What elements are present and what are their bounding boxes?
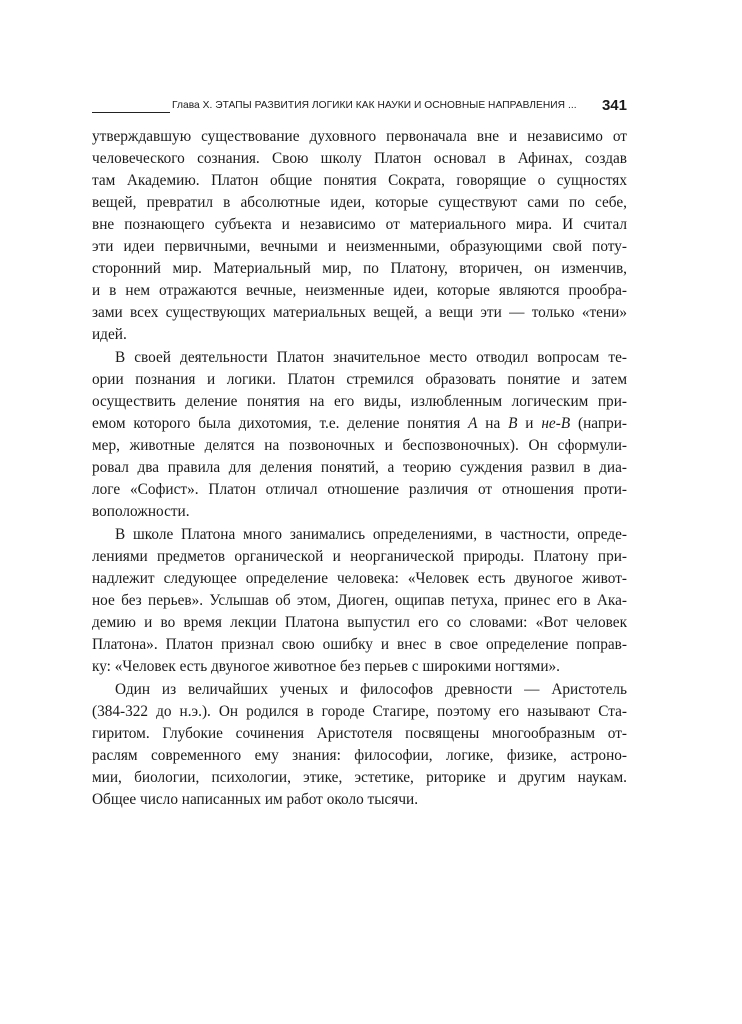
text-line: Общее число написанных им работ около тысячи. [92, 791, 419, 808]
text-line: емом которого была дихотомия, т.е. деление понятия A на B и не-B (напри- [92, 415, 627, 432]
text-line: осуществить деление понятия на его виды, излюбленным логическим при- [92, 393, 627, 410]
text-line: демию и во время лекции Платона выпустил его со словами: «Вот человек [92, 614, 627, 631]
text-line: В своей деятельности Платон значительное место отводил вопросам те- [115, 349, 627, 366]
text-line: вне познающего субъекта и независимо от материального мира. И считал [92, 216, 627, 233]
text-line: ории познания и логики. Платон стремился образовать понятие и затем [92, 371, 627, 388]
text-line: надлежит следующее определение человека: «Человек есть двуногое живот- [92, 570, 627, 587]
text-line: утверждавшую существование духовного первоначала вне и независимо от [92, 128, 627, 145]
text-line: раслям современного ему знания: философии, логике, физике, астроно- [92, 747, 627, 764]
text-line: воположности. [92, 503, 190, 520]
text-line: там Академию. Платон общие понятия Сократа, говорящие о сущностях [92, 172, 627, 189]
text-line: гиритом. Глубокие сочинения Аристотеля посвящены многообразным от- [92, 725, 627, 742]
text-line: вещей, превратил в абсолютные идеи, которые существуют сами по себе, [92, 194, 627, 211]
text-line: лениями предметов органической и неорганической природы. Платону при- [92, 548, 627, 565]
text-line: (384-322 до н.э.). Он родился в городе Стагире, поэтому его называют Ста- [92, 703, 627, 720]
text-line: мии, биологии, психологии, этике, эстетике, риторике и другим наукам. [92, 769, 627, 786]
text-line: ку: «Человек есть двуногое животное без перьев с широкими ногтями». [92, 658, 560, 675]
text-line: В школе Платона много занимались определениями, в частности, опреде- [115, 526, 627, 543]
page-number: 341 [601, 97, 627, 114]
text-line: идей. [92, 326, 127, 343]
text-line: ровал два правила для деления понятий, а теорию суждения развил в диа- [92, 459, 627, 476]
text-line: ное без перьев». Услышав об этом, Диоген, ощипав петуха, принес его в Ака- [92, 592, 627, 609]
text-line: Один из величайших ученых и философов древности — Аристотель [115, 681, 627, 698]
text-line: и в нем отражаются вечные, неизменные идеи, которые являются прообра- [92, 282, 627, 299]
text-line: сторонний мир. Материальный мир, по Платону, вторичен, он изменчив, [92, 260, 627, 277]
header-title: Глава X. ЭТАПЫ РАЗВИТИЯ ЛОГИКИ КАК НАУКИ И ОСНОВНЫЕ НАПРАВЛЕНИЯ ... [172, 100, 577, 111]
text-line: мер, животные делятся на позвоночных и беспозвоночных). Он сформули- [92, 437, 627, 454]
text-line: человеческого сознания. Свою школу Платон основал в Афинах, создав [92, 150, 627, 167]
text-line: зами всех существующих материальных вещей, а вещи эти — только «тени» [92, 304, 627, 321]
text-line: Платона». Платон признал свою ошибку и внес в свое определение поправ- [92, 636, 627, 653]
text-line: эти идеи первичными, вечными и неизменными, образующими свой поту- [92, 238, 627, 255]
text-line: логе «Софист». Платон отличал отношение различия от отношения проти- [92, 481, 627, 498]
